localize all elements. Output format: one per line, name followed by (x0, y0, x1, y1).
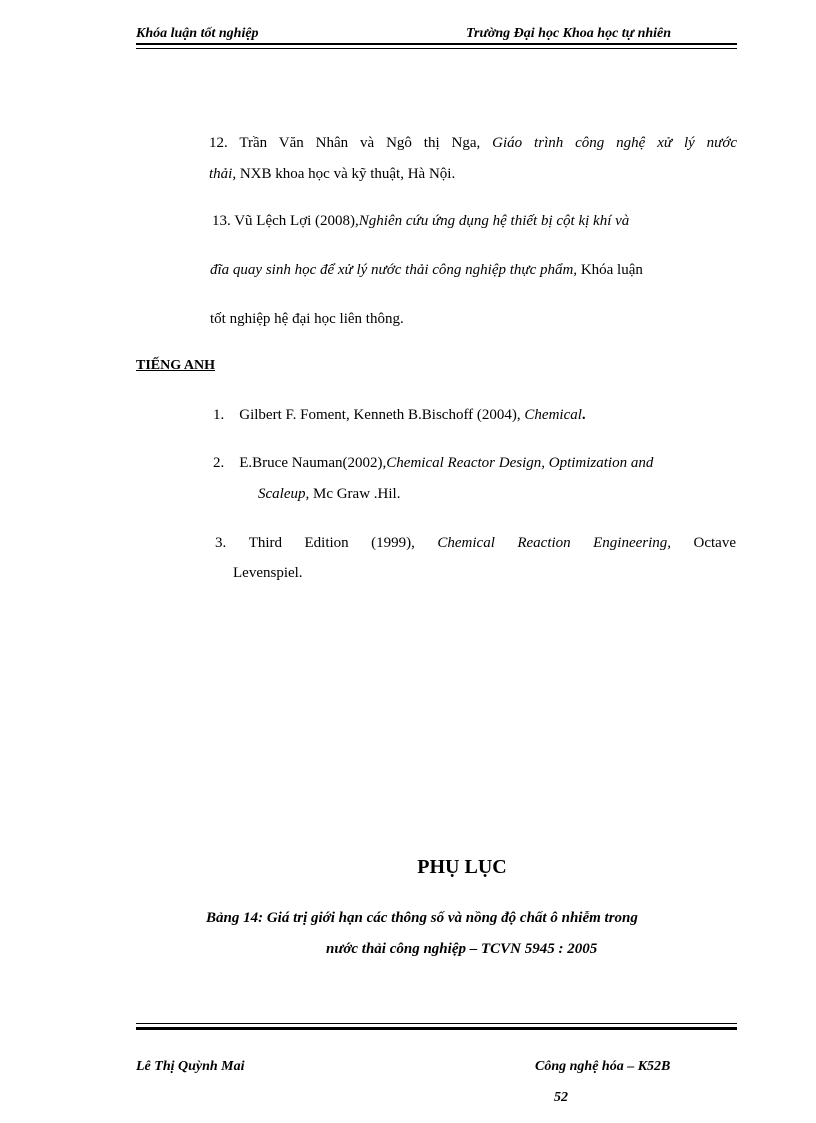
en-ref-2-title: Chemical Reactor Design, Optimization and (386, 455, 654, 471)
en-ref-2-number: 2. (213, 455, 225, 471)
en-ref-3-word-1: Third (248, 535, 283, 551)
ref-13-line-1 (212, 214, 629, 229)
en-ref-3-title-word-3: Engineering, (593, 535, 672, 551)
en-ref-1-number: 1. (213, 407, 225, 423)
ref-12-number: 12. (209, 135, 228, 151)
en-ref-3-word-3: (1999), (371, 535, 415, 551)
en-ref-1-title: Chemical (524, 407, 582, 423)
english-heading: TIẾNG ANH (136, 358, 215, 373)
en-ref-3-line-1 (215, 536, 736, 551)
en-ref-3-number: 3. (215, 535, 227, 551)
en-ref-2-authors: E.Bruce Nauman(2002), (239, 455, 387, 471)
appendix-title: PHỤ LỤC (417, 856, 507, 878)
ref-12-line-1 (209, 136, 737, 151)
en-ref-1 (213, 408, 586, 423)
en-ref-3-word-2: Edition (304, 535, 349, 551)
ref-13-line-2 (210, 263, 643, 278)
ref-12-publisher: NXB khoa học và kỹ thuật, Hà Nội. (239, 166, 456, 182)
ref-12-authors: Trần Văn Nhân và Ngô thị Nga, (239, 135, 481, 151)
header-right: Trường Đại học Khoa học tự nhiên (466, 26, 672, 41)
en-ref-1-authors: Gilbert F. Foment, Kenneth B.Bischoff (2004), (239, 407, 521, 423)
en-ref-2-line-2 (258, 487, 400, 502)
ref-12-line-2 (209, 167, 455, 182)
en-ref-3-title-word-1: Chemical (437, 535, 495, 551)
en-ref-2-publisher: Mc Graw .Hil. (312, 486, 401, 502)
en-ref-3-last-word: Octave (693, 535, 736, 551)
ref-13-line-3: tốt nghiệp hệ đại học liên thông. (210, 311, 404, 327)
footer-class: Công nghệ hóa – K52B (535, 1059, 671, 1074)
header-rule-thin (136, 48, 737, 49)
en-ref-1-period: . (581, 407, 586, 423)
ref-13-title-cont: đĩa quay sinh học để xử lý nước thải công nghiệp thực phẩm, (210, 262, 578, 278)
appendix-caption-line-1: Bảng 14: Giá trị giới hạn các thông số và nồng độ chất ô nhiễm trong (206, 910, 638, 926)
footer-author: Lê Thị Quỳnh Mai (136, 1059, 245, 1074)
en-ref-3-line-2: Levenspiel. (233, 565, 303, 581)
ref-13-type: Khóa luận (580, 262, 643, 278)
en-ref-2-line-1 (213, 456, 738, 471)
en-ref-2-title-cont: Scaleup, (258, 486, 310, 502)
ref-12-title-cont: thải, (209, 166, 237, 182)
ref-13-title: Nghiên cứu ứng dụng hệ thiết bị cột kị khí và (358, 213, 630, 229)
ref-13-authors: 13. Vũ Lệch Lợi (2008), (212, 213, 359, 229)
header-left: Khóa luận tốt nghiệp (136, 26, 259, 41)
ref-12-title: Giáo trình công nghệ xử lý nước (492, 135, 737, 151)
footer-rule-thick (136, 1027, 737, 1030)
page-number: 52 (554, 1090, 568, 1105)
appendix-caption-line-2: nước thải công nghiệp – TCVN 5945 : 2005 (326, 941, 598, 957)
footer-rule-thin (136, 1023, 737, 1024)
en-ref-3-title-word-2: Reaction (517, 535, 571, 551)
header-rule-thick (136, 43, 737, 45)
